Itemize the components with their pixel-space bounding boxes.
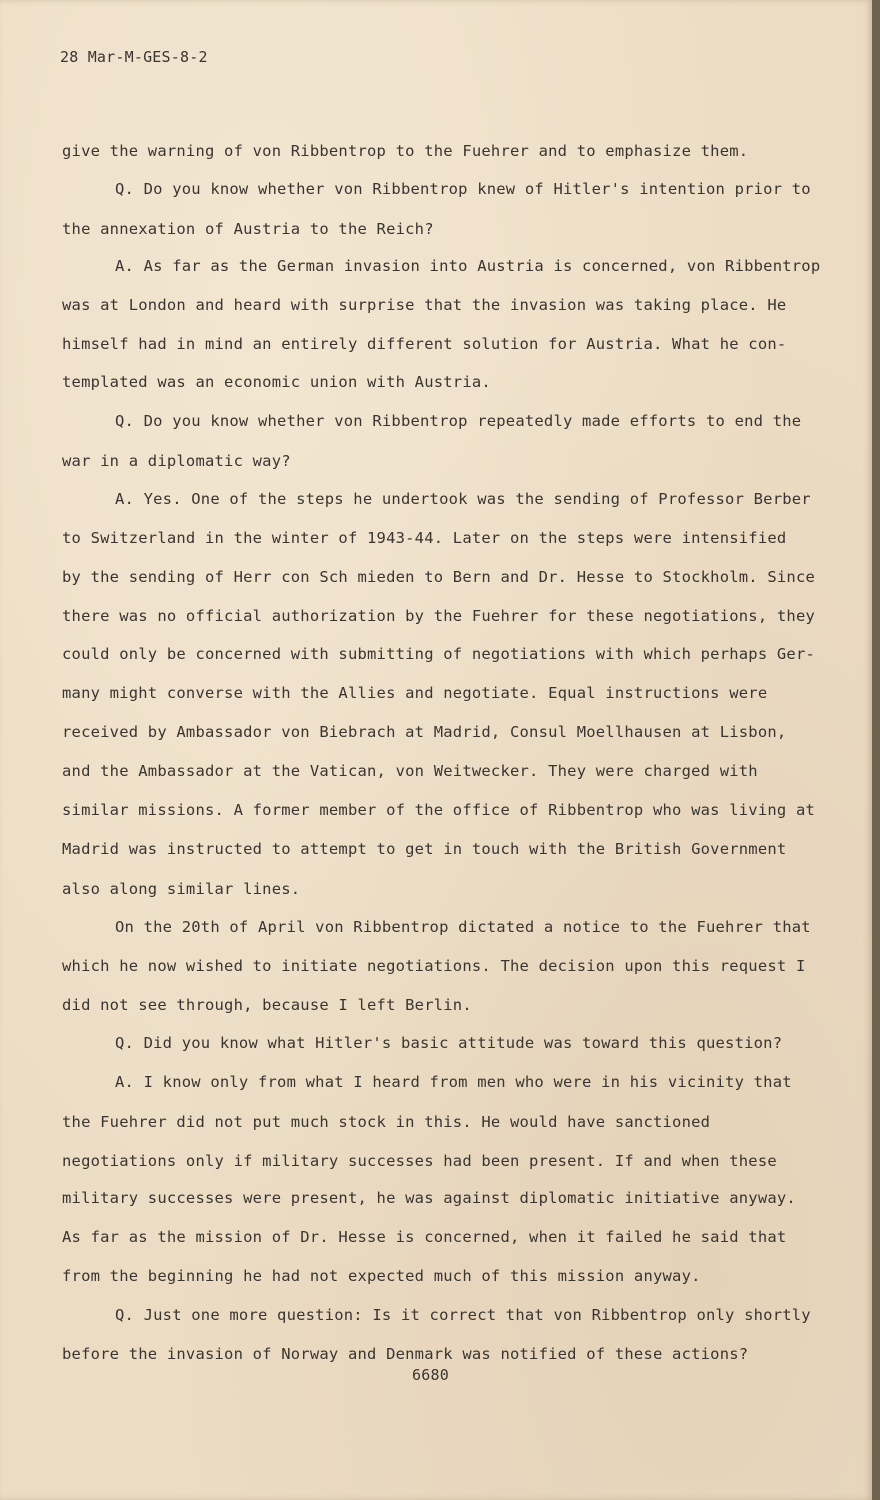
text-line: war in a diplomatic way? bbox=[62, 452, 291, 470]
text-line: many might converse with the Allies and negotiate. Equal instructions were bbox=[62, 684, 768, 702]
text-line: received by Ambassador von Biebrach at Madrid, Consul Moellhausen at Lisbon, bbox=[62, 723, 787, 741]
text-line: and the Ambassador at the Vatican, von Weitwecker. They were charged with bbox=[62, 762, 758, 780]
text-line: before the invasion of Norway and Denmark was notified of these actions? bbox=[62, 1345, 749, 1363]
text-line: the Fuehrer did not put much stock in this. He would have sanctioned bbox=[62, 1113, 711, 1131]
text-line: As far as the mission of Dr. Hesse is concerned, when it failed he said that bbox=[62, 1228, 787, 1246]
text-line: negotiations only if military successes had been present. If and when these bbox=[62, 1152, 777, 1170]
text-line: there was no official authorization by the Fuehrer for these negotiations, they bbox=[62, 607, 816, 625]
text-line: similar missions. A former member of the office of Ribbentrop who was living at bbox=[62, 801, 816, 819]
text-line: A. I know only from what I heard from men who were in his vicinity that bbox=[115, 1073, 792, 1091]
text-line: A. Yes. One of the steps he undertook was the sending of Professor Berber bbox=[115, 490, 811, 508]
text-line: also along similar lines. bbox=[62, 880, 301, 898]
text-line: which he now wished to initiate negotiations. The decision upon this request I bbox=[62, 957, 806, 975]
text-line: from the beginning he had not expected much of this mission anyway. bbox=[62, 1267, 701, 1285]
text-line: Q. Do you know whether von Ribbentrop repeatedly made efforts to end the bbox=[115, 412, 802, 430]
text-line: did not see through, because I left Berlin. bbox=[62, 996, 472, 1014]
text-line: Q. Do you know whether von Ribbentrop knew of Hitler's intention prior to bbox=[115, 180, 811, 198]
paper-edge bbox=[872, 0, 880, 1500]
text-line: could only be concerned with submitting of negotiations with which perhaps Ger- bbox=[62, 645, 816, 663]
text-line: Q. Just one more question: Is it correct that von Ribbentrop only shortly bbox=[115, 1306, 811, 1324]
text-line: to Switzerland in the winter of 1943-44. Later on the steps were intensified bbox=[62, 529, 787, 547]
document-header: 28 Mar-M-GES-8-2 bbox=[60, 48, 208, 66]
text-line: give the warning of von Ribbentrop to the Fuehrer and to emphasize them. bbox=[62, 142, 749, 160]
text-line: Q. Did you know what Hitler's basic attitude was toward this question? bbox=[115, 1034, 783, 1052]
text-line: Madrid was instructed to attempt to get in touch with the British Government bbox=[62, 840, 787, 858]
text-line: templated was an economic union with Austria. bbox=[62, 373, 491, 391]
text-line: by the sending of Herr con Sch mieden to Bern and Dr. Hesse to Stockholm. Since bbox=[62, 568, 816, 586]
text-line: A. As far as the German invasion into Austria is concerned, von Ribbentrop bbox=[115, 257, 821, 275]
text-line: the annexation of Austria to the Reich? bbox=[62, 220, 434, 238]
text-line: On the 20th of April von Ribbentrop dictated a notice to the Fuehrer that bbox=[115, 918, 811, 936]
page-number: 6680 bbox=[412, 1366, 449, 1384]
text-line: himself had in mind an entirely different solution for Austria. What he con- bbox=[62, 335, 787, 353]
text-line: military successes were present, he was against diplomatic initiative anyway. bbox=[62, 1189, 796, 1207]
text-line: was at London and heard with surprise that the invasion was taking place. He bbox=[62, 296, 787, 314]
